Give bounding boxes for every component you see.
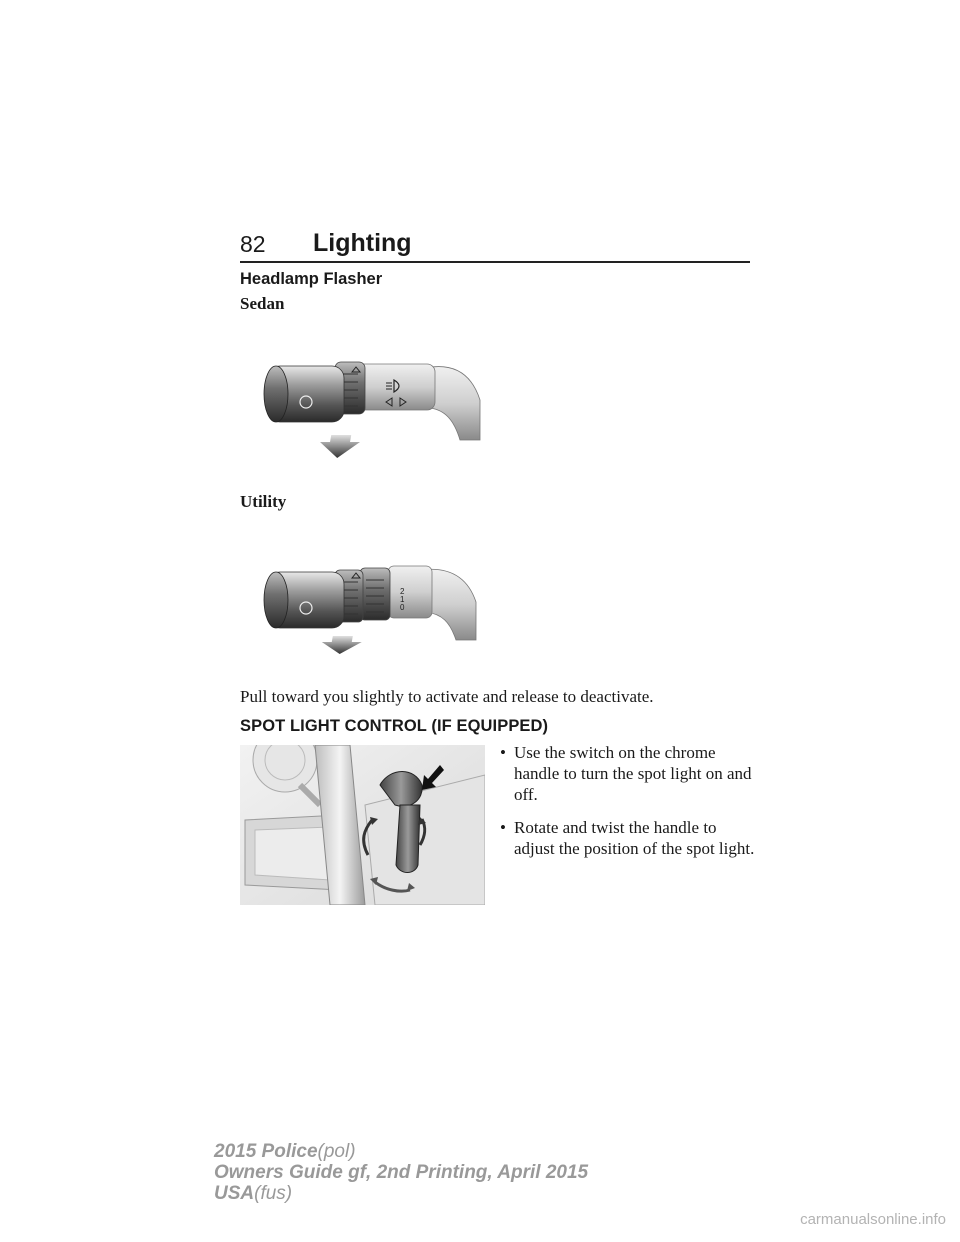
- headlamp-flasher-instruction: Pull toward you slightly to activate and release to deactivate.: [240, 687, 654, 706]
- list-item: • Rotate and twist the handle to adjust the position of the spot light.: [500, 818, 755, 858]
- bullet-icon: •: [500, 743, 506, 762]
- chapter-title: Lighting: [313, 229, 412, 257]
- footer-line-1: 2015 Police(pol): [214, 1141, 356, 1162]
- utility-marking-1: 1: [400, 595, 405, 604]
- page-number: 82: [240, 231, 266, 257]
- utility-label: Utility: [240, 492, 287, 511]
- footer-line-3: USA(fus): [214, 1183, 293, 1204]
- spot-light-bullet-list: [498, 742, 758, 871]
- footer-line-2: Owners Guide gf, 2nd Printing, April 2015: [214, 1162, 589, 1183]
- watermark: carmanualsonline.info: [800, 1211, 946, 1228]
- section-heading-spot-light: SPOT LIGHT CONTROL (IF EQUIPPED): [240, 717, 549, 735]
- header-rule: [240, 261, 750, 263]
- sedan-label: Sedan: [240, 294, 285, 313]
- spot-light-illustration: [240, 745, 485, 905]
- sedan-stalk-illustration: [240, 340, 490, 475]
- bullet-icon: •: [500, 818, 506, 837]
- section-heading-headlamp-flasher: Headlamp Flasher: [240, 270, 383, 288]
- utility-stalk-illustration: [240, 550, 490, 660]
- list-item: • Use the switch on the chrome handle to turn the spot light on and off.: [500, 743, 752, 804]
- utility-marking-0: 0: [400, 603, 405, 612]
- utility-marking-2: 2: [400, 587, 405, 596]
- footer: [214, 1141, 588, 1204]
